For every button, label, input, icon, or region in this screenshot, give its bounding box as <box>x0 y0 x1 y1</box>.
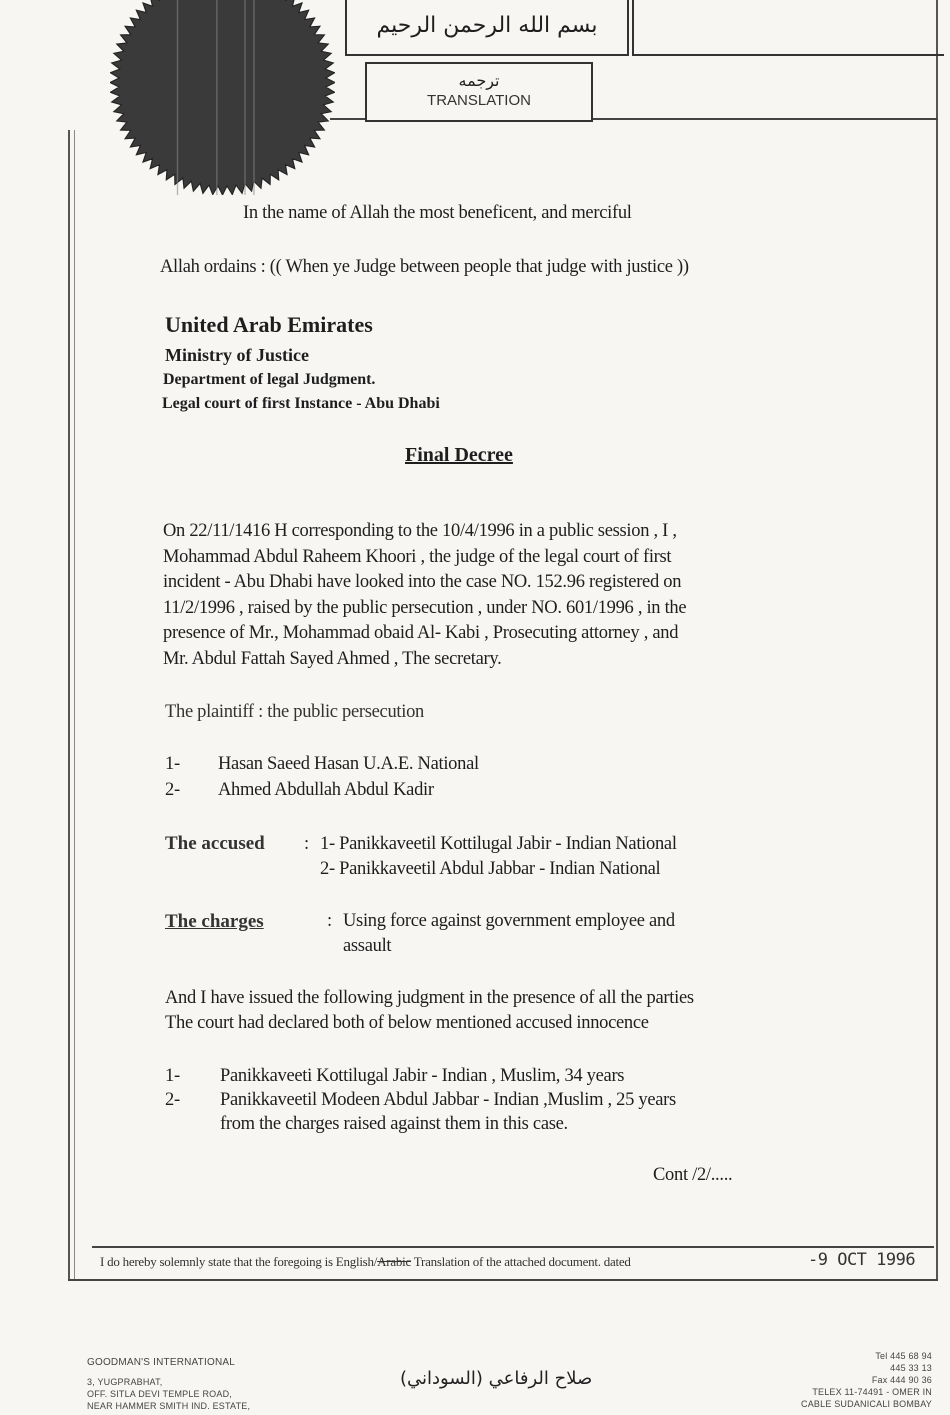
court-heading: Legal court of first Instance - Abu Dhabi <box>162 395 440 412</box>
accused-2: 2- Panikkaveetil Abdul Jabbar - Indian National <box>320 859 661 879</box>
footer-contacts <box>801 1350 932 1410</box>
plaintiff-label: The plaintiff : the public persecution <box>165 702 425 722</box>
document-title: Final Decree <box>405 444 513 466</box>
intro-line: On 22/11/1416 H corresponding to the 10/4/1996 in a public session , I , <box>163 521 677 541</box>
charges-label: The charges <box>165 911 264 932</box>
certification-text: I do hereby solemnly state that the foregoing is English/ <box>100 1254 378 1269</box>
department-heading: Department of legal Judgment. <box>163 371 376 388</box>
plaintiff-name-2: Ahmed Abdullah Abdul Kadir <box>218 780 434 800</box>
bismillah-arabic: بسم الله الرحمن الرحيم <box>376 13 598 38</box>
footer-address-3: NEAR HAMMER SMITH IND. ESTATE, <box>87 1401 251 1411</box>
plaintiff-num-1: 1- <box>165 754 180 774</box>
frame-border-bottom <box>68 1279 938 1281</box>
judgment-line-1: And I have issued the following judgment in the presence of all the parties <box>165 988 694 1008</box>
ministry-heading: Ministry of Justice <box>165 345 309 365</box>
footer-address-2: OFF. SITLA DEVI TEMPLE ROAD, <box>87 1389 232 1399</box>
country-heading: United Arab Emirates <box>165 312 373 337</box>
plaintiff-num-2: 2- <box>165 780 180 800</box>
translation-arabic: ترجمه <box>458 71 500 90</box>
footer-tel: Tel 445 68 94 <box>875 1351 932 1361</box>
certification-struck: Arabic <box>377 1254 411 1269</box>
bismillah-box <box>345 0 629 56</box>
certification-text-after: Translation of the attached document. dated <box>410 1254 631 1269</box>
frame-border-left-inner <box>74 130 75 1280</box>
footer-telex: TELEX 11-74491 - OMER IN <box>812 1387 932 1397</box>
ordains-verse: Allah ordains : (( When ye Judge between people that judge with justice )) <box>160 257 689 277</box>
intro-line: incident - Abu Dhabi have looked into the case NO. 152.96 registered on <box>163 572 682 592</box>
seal-stamp-icon <box>110 0 335 195</box>
date-stamp: -9 OCT 1996 <box>808 1250 916 1270</box>
frame-border-right <box>936 0 938 1280</box>
footer-address-1: 3, YUGPRABHAT, <box>87 1377 163 1387</box>
footer-tel-2: 445 33 13 <box>890 1363 932 1373</box>
accused-label: The accused <box>165 833 265 854</box>
charges-line-2: assault <box>343 936 392 956</box>
continued-marker: Cont /2/..... <box>653 1165 733 1185</box>
frame-border-left <box>68 130 70 1280</box>
certification-statement <box>100 1254 631 1270</box>
translation-box <box>365 62 593 122</box>
judgment-line-2: The court had declared both of below mentioned accused innocence <box>165 1013 649 1033</box>
footer-fax: Fax 444 90 36 <box>871 1375 932 1385</box>
accused-1: 1- Panikkaveetil Kottilugal Jabir - Indian National <box>320 834 677 854</box>
invocation: In the name of Allah the most beneficent, and merciful <box>243 203 632 223</box>
charges-colon: : <box>327 911 332 931</box>
translation-label: TRANSLATION <box>427 92 531 109</box>
acquitted-num-1: 1- <box>165 1066 180 1086</box>
intro-line: Mr. Abdul Fattah Sayed Ahmed , The secretary. <box>163 648 502 669</box>
plaintiff-name-1: Hasan Saeed Hasan U.A.E. National <box>218 754 479 774</box>
acquitted-tail: from the charges raised against them in this case. <box>220 1114 568 1134</box>
footer-arabic-name: صلاح الرفاعي (السوداني) <box>400 1368 593 1389</box>
intro-line: presence of Mr., Mohammad obaid Al- Kabi , Prosecuting attorney , and <box>163 623 679 643</box>
header-box-right <box>632 0 944 56</box>
acquitted-1: Panikkaveeti Kottilugal Jabir - Indian , Muslim, 34 years <box>220 1066 625 1086</box>
acquitted-num-2: 2- <box>165 1090 180 1110</box>
acquitted-2: Panikkaveetil Modeen Abdul Jabbar - Indian ,Muslim , 25 years <box>220 1090 676 1110</box>
footer-cable: CABLE SUDANICALI BOMBAY <box>801 1399 932 1409</box>
certification-rule <box>92 1246 934 1248</box>
intro-line: Mohammad Abdul Raheem Khoori , the judge of the legal court of first <box>163 546 672 567</box>
intro-line: 11/2/1996 , raised by the public persecution , under NO. 601/1996 , in the <box>163 597 687 618</box>
footer-company: GOODMAN'S INTERNATIONAL <box>87 1357 236 1368</box>
accused-colon: : <box>304 834 309 854</box>
charges-line-1: Using force against government employee and <box>343 911 675 931</box>
